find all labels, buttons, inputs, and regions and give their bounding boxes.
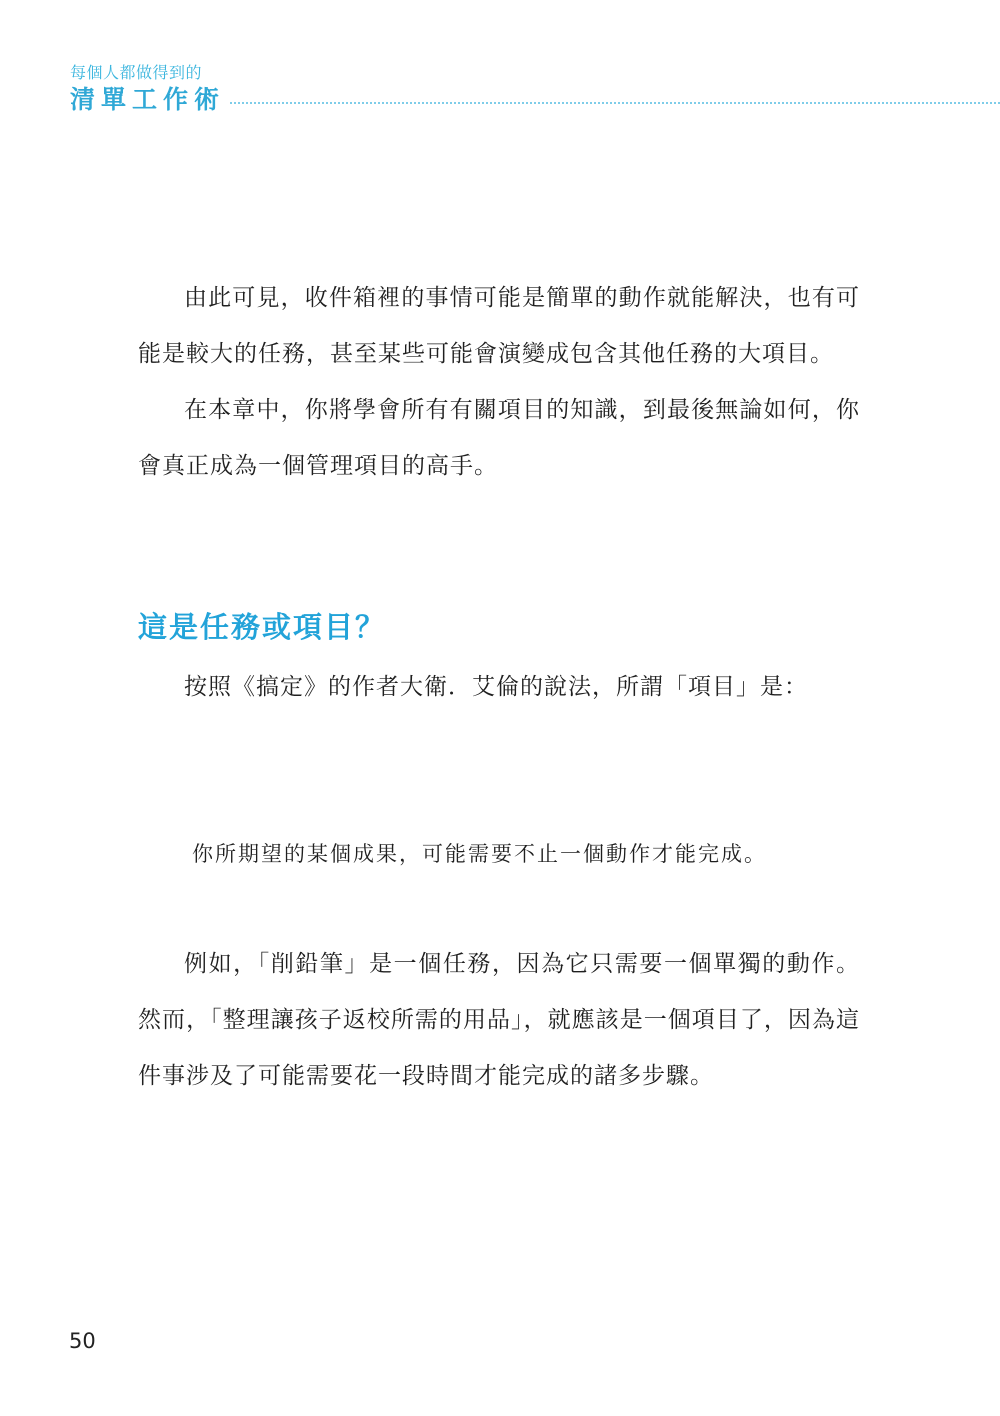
intro-text <box>138 270 860 494</box>
header-dotted-rule <box>230 102 1000 104</box>
book-title-row <box>70 84 1000 120</box>
example-paragraph: 例如，「削鉛筆」是一個任務，因為它只需要一個單獨的動作。然而，「整理讓孩子返校所需的用品」，就應該是一個項目了，因為這件事涉及了可能需要花一段時間才能完成的諸多步驟。 <box>138 951 860 1089</box>
section-heading: 這是任務或項目？ <box>138 610 387 644</box>
intro-paragraph-2: 在本章中，你將學會所有有關項目的知識，到最後無論如何，你會真正成為一個管理項目的高手。 <box>138 397 860 479</box>
intro-paragraph-1: 由此可見，收件箱裡的事情可能是簡單的動作就能解決，也有可能是較大的任務，甚至某些可能會演變成包含其他任務的大項目。 <box>138 285 860 367</box>
section-body <box>138 936 860 1104</box>
definition-quote: 你所期望的某個成果，可能需要不止一個動作才能完成。 <box>192 842 767 866</box>
series-title: 每個人都做得到的 <box>70 63 203 82</box>
lead-paragraph: 按照《搞定》的作者大衛．艾倫的說法，所謂「項目」是： <box>184 674 808 700</box>
page-number: 50 <box>69 1329 96 1353</box>
section-lead <box>138 659 860 715</box>
book-title: 清單工作術 <box>70 85 226 114</box>
running-header <box>70 62 1000 120</box>
